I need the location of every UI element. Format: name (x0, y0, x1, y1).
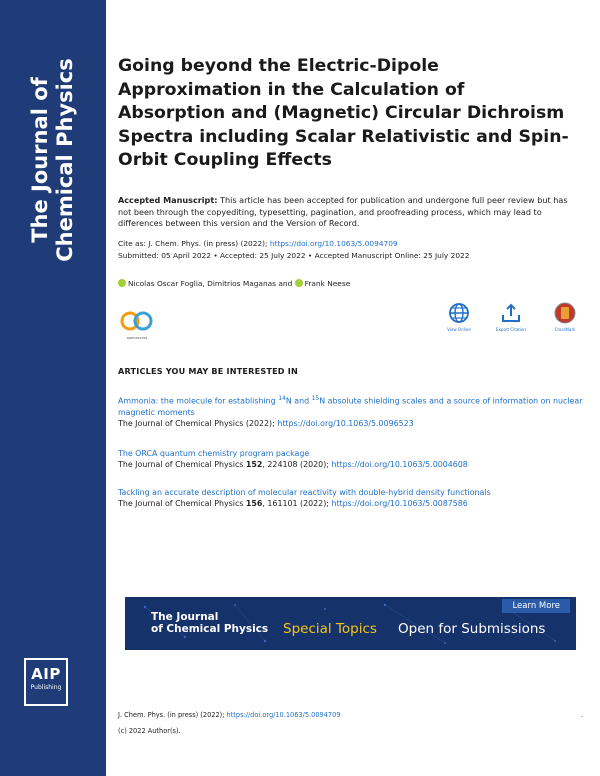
crossmark-label: CrossMark (554, 327, 576, 332)
footer-doi-link[interactable]: https://doi.org/10.1063/5.0094709 (226, 711, 341, 719)
crossmark-icon (554, 302, 576, 324)
open-access-icon (120, 310, 154, 332)
orcid-icon[interactable] (118, 279, 126, 287)
cite-as-line (118, 238, 588, 250)
related-article-doi[interactable]: https://doi.org/10.1063/5.0096523 (277, 419, 414, 429)
learn-more-button[interactable]: Learn More (502, 599, 570, 613)
related-article-journal: The Journal of Chemical Physics (118, 499, 246, 509)
footer-dot: . (581, 711, 584, 719)
view-online-label: View Online (447, 327, 471, 332)
citation-meta (118, 238, 588, 261)
related-article-doi[interactable]: https://doi.org/10.1063/5.0087586 (331, 499, 468, 509)
export-citation-label: Export Citation (496, 327, 526, 332)
author-list (118, 278, 350, 290)
related-article-volume: 152 (245, 460, 263, 470)
special-topics-banner[interactable] (125, 597, 576, 650)
aip-publishing-logo[interactable] (24, 658, 68, 706)
footer-copyright: (c) 2022 Author(s). (118, 727, 181, 735)
dates-line: Submitted: 05 April 2022 • Accepted: 25 July 2022 • Accepted Manuscript Online: 25 July 2022 (118, 250, 470, 260)
aip-logo-text: AIP (31, 665, 61, 683)
banner-journal-line1: The Journal (151, 611, 219, 623)
banner-journal-name (151, 611, 268, 635)
related-article-pages: , 224108 (2020); (262, 460, 332, 470)
related-article-doi[interactable]: https://doi.org/10.1063/5.0004608 (331, 460, 468, 470)
view-online-button[interactable] (439, 302, 479, 332)
journal-name-line1: The Journal of (28, 77, 52, 243)
related-article-title-part: N and (285, 396, 312, 406)
related-article-title-part: N absolute shielding scales and a source of information on nuclear magnetic moments (118, 396, 583, 417)
related-article-journal: The Journal of Chemical Physics (2022); (118, 419, 278, 429)
related-article-pages: , 161101 (2022); (262, 499, 332, 509)
related-article-sup: 14 (278, 395, 286, 402)
export-citation-button[interactable] (491, 302, 531, 332)
footer-cite-prefix: J. Chem. Phys. (in press) (2022); (118, 711, 227, 719)
orcid-icon[interactable] (295, 279, 303, 287)
related-article-sup: 15 (311, 395, 320, 402)
related-article (118, 393, 588, 430)
banner-open-submissions: Open for Submissions (398, 621, 546, 637)
footer-citation (118, 711, 341, 719)
article-tools (118, 302, 588, 342)
related-article-title-part: Ammonia: the molecule for establishing (118, 396, 279, 406)
globe-icon (448, 302, 470, 324)
crossmark-button[interactable] (545, 302, 585, 332)
related-article-volume: 156 (245, 499, 263, 509)
accepted-label: Accepted Manuscript: (118, 195, 218, 205)
open-access-caption: openaccess (126, 336, 148, 340)
related-article-title[interactable]: The ORCA quantum chemistry program package (118, 449, 310, 458)
article-title: Going beyond the Electric-Dipole Approximation in the Calculation of Absorption and (Magnetic) Circular Dichroism Spectra including Scalar Relativistic and Spin-Orbit Coupling Effects (118, 56, 569, 170)
aip-logo-subtext: Publishing (30, 684, 62, 691)
related-article (118, 487, 588, 510)
related-article-title[interactable]: Tackling an accurate description of molecular reactivity with double-hybrid density functionals (118, 488, 491, 497)
journal-sidebar (0, 0, 106, 776)
related-article (118, 448, 588, 471)
journal-name-line2: Chemical Physics (53, 58, 77, 262)
related-article-ref (118, 459, 588, 470)
export-icon (500, 302, 522, 324)
author-names: Nicolas Oscar Foglia, Dimitrios Maganas and (128, 279, 295, 288)
author-last: Frank Neese (304, 279, 351, 288)
open-access-logo (120, 310, 154, 338)
banner-journal-line2: of Chemical Physics (151, 623, 269, 635)
banner-special-topics: Special Topics (283, 621, 377, 637)
related-article-ref (118, 498, 588, 509)
doi-link[interactable]: https://doi.org/10.1063/5.0094709 (269, 239, 398, 248)
journal-name-vertical (28, 58, 78, 262)
related-article-title[interactable] (118, 393, 588, 418)
accepted-manuscript-notice (118, 195, 583, 230)
cite-as-prefix: Cite as: J. Chem. Phys. (in press) (2022); (118, 239, 270, 248)
related-article-ref (118, 418, 588, 429)
related-article-journal: The Journal of Chemical Physics (118, 460, 246, 470)
related-articles-heading: ARTICLES YOU MAY BE INTERESTED IN (118, 366, 298, 376)
accepted-text: This article has been accepted for publication and undergone full peer review but has not been through the copyediting, typesetting, pagination, and proofreading process, which may lead to differences between this version and the Version of Record. (118, 195, 568, 228)
